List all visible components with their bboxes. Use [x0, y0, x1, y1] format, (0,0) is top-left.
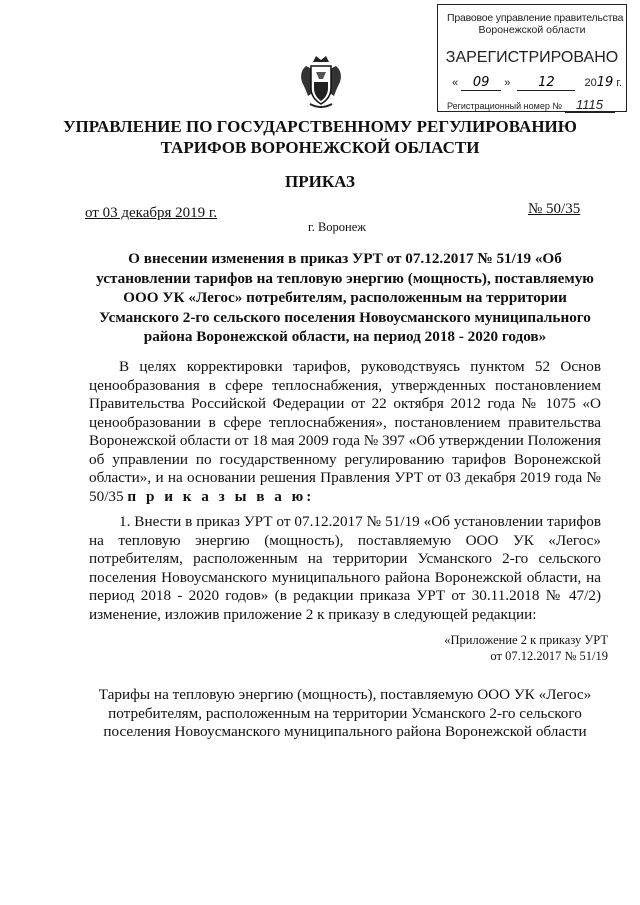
coat-of-arms-icon — [296, 52, 346, 110]
stamp-date-day: 09 — [472, 75, 490, 90]
organization-title-line1: УПРАВЛЕНИЕ ПО ГОСУДАРСТВЕННОМУ РЕГУЛИРОВАНИЮ — [63, 117, 577, 136]
clause-1: 1. Внести в приказ УРТ от 07.12.2017 № 51/19 «Об установлении тарифов на тепловую энергию (мощность), поставляемую ООО УК «Легос» потребителям, расположенным на территории Усманского 2-го сельского поселения Новоусманского муниципального района Воронежской области, на период 2018 - 2020 годов» (в редакции приказа УРТ от 30.11.2018 № 47/2) изменение, изложив приложение 2 к приказу в следующей редакции: — [89, 513, 601, 623]
document-subject: О внесении изменения в приказ УРТ от 07.12.2017 № 51/19 «Об установлении тарифов на тепловую энергию (мощность), поставляемую ООО УК «Легос» потребителям, расположенным на территории Усманского 2-го сельского поселения Новоусманского муниципального района Воронежской области, на период 2018 - 2020 годов» — [96, 250, 594, 345]
appendix-reference-line2: от 07.12.2017 № 51/19 — [490, 649, 608, 663]
stamp-status: ЗАРЕГИСТРИРОВАНО — [445, 49, 619, 66]
appendix-reference-line1: «Приложение 2 к приказу УРТ — [444, 633, 608, 647]
stamp-region-line: Воронежской области — [478, 24, 586, 36]
stamp-date — [452, 75, 622, 91]
appendix-title: Тарифы на тепловую энергию (мощность), поставляемую ООО УК «Легос» потребителям, расположенным на территории Усманского 2-го сельского поселения Новоусманского муниципального района Воронежской области — [98, 686, 592, 740]
preamble-text: В целях корректировки тарифов, руководствуясь пунктом 52 Основ ценообразования в сфере теплоснабжения, утвержденных постановлением Правительства Российской Федерации от 22 октября 2012 года № 1075 «О ценообразовании в сфере теплоснабжения», постановлением правительства Воронежской области от 18 мая 2009 года № 397 «Об утверждении Положения об управлении по государственному регулированию тарифов Воронежской области», и на основании решения Правления УРТ от 03 декабря 2019 года № 50/35 — [89, 358, 601, 505]
document-date: от 03 декабря 2019 г. — [85, 205, 218, 221]
stamp-authority-line: Правовое управление правительства — [447, 12, 624, 24]
preamble-paragraph — [89, 358, 601, 506]
stamp-reg-label: Регистрационный номер № — [447, 101, 563, 111]
organization-title-line2: ТАРИФОВ ВОРОНЕЖСКОЙ ОБЛАСТИ — [160, 138, 480, 157]
stamp-date-close-quote: » — [504, 77, 511, 89]
document-number: № 50/35 — [528, 201, 581, 217]
document-city: г. Воронеж — [308, 220, 366, 234]
stamp-reg-number: 1115 — [576, 97, 604, 112]
order-word: п р и к а з ы в а ю: — [127, 487, 315, 505]
stamp-date-year-prefix: 20 — [584, 77, 597, 89]
registration-stamp — [437, 4, 627, 112]
stamp-date-year-tail: г. — [616, 77, 623, 89]
stamp-date-open-quote: « — [452, 77, 459, 89]
stamp-registration — [447, 97, 615, 113]
stamp-date-month: 12 — [538, 75, 555, 90]
stamp-date-year-suffix: 19 — [596, 75, 614, 90]
appendix-reference — [444, 632, 608, 664]
document-type: ПРИКАЗ — [285, 172, 355, 191]
